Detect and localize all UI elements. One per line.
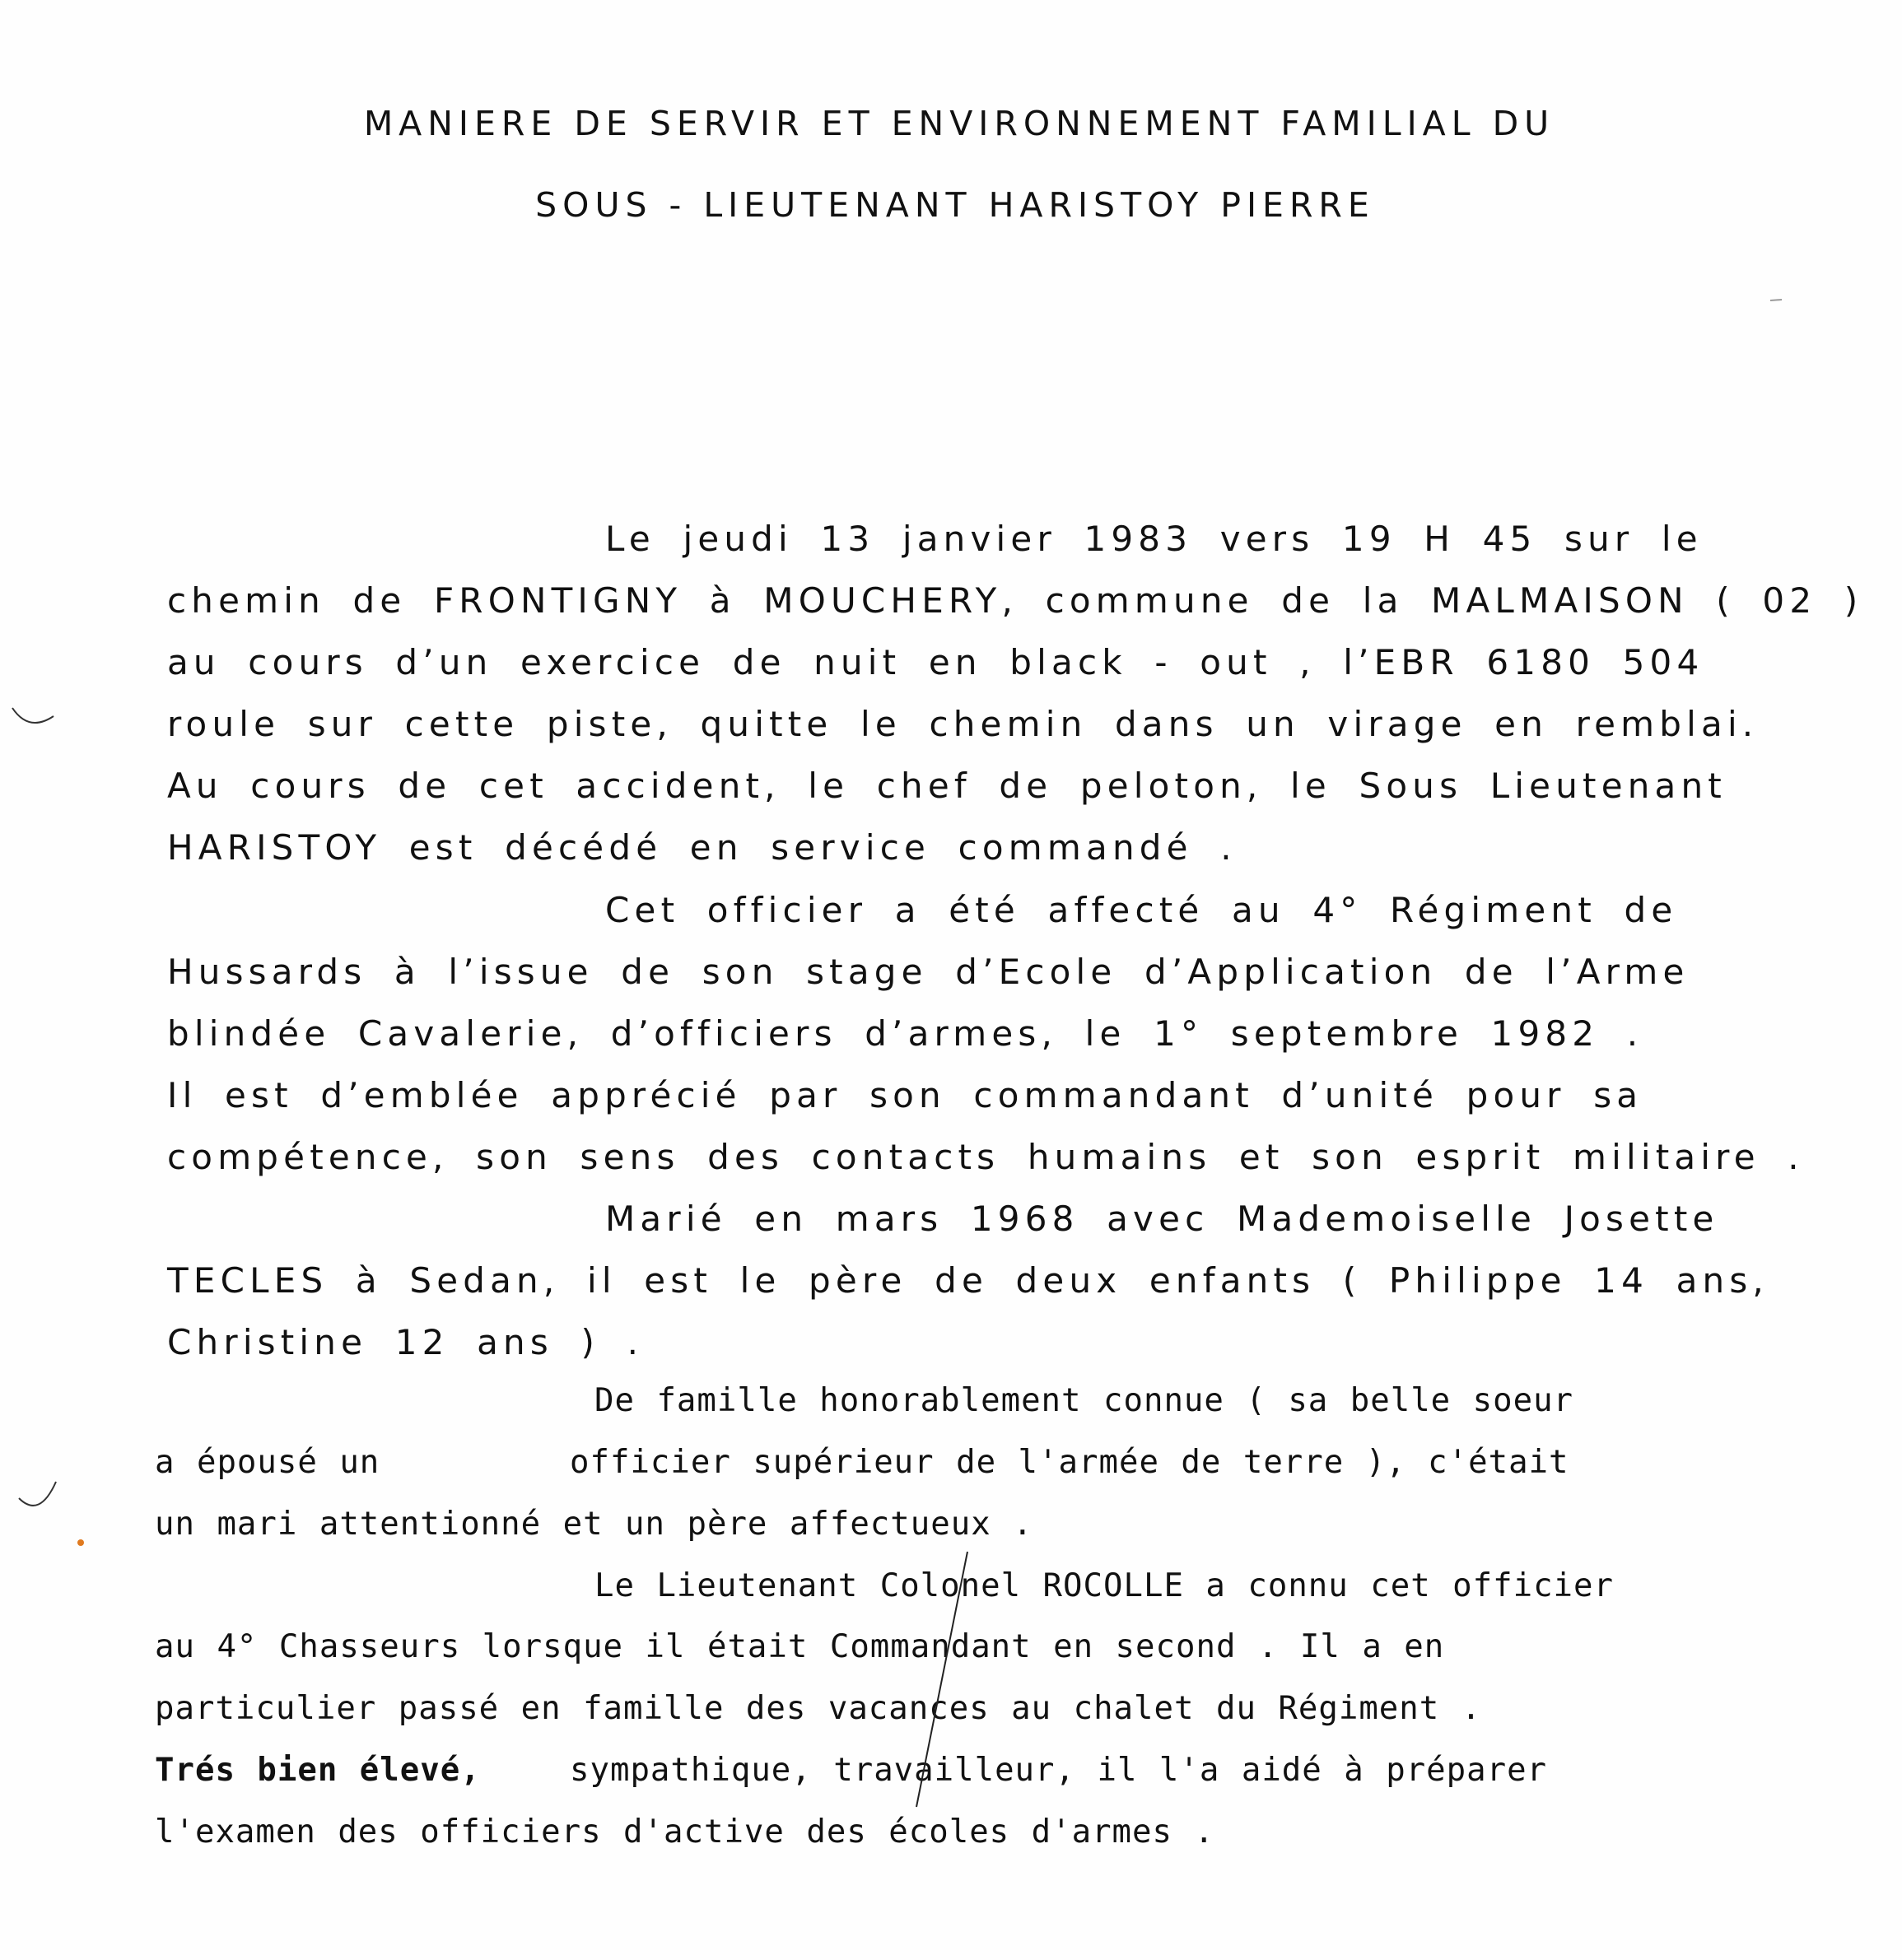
body-line-20: particulier passé en famille des vacances au chalet du Régiment .	[155, 1690, 1482, 1727]
body-line-19: au 4° Chasseurs lorsque il était Commandant en second . Il a en	[155, 1628, 1445, 1665]
body-line-11: compétence, son sens des contacts humains et son esprit militaire .	[167, 1137, 1804, 1177]
body-line-4: roule sur cette piste, quitte le chemin dans un virage en remblai.	[167, 704, 1759, 744]
body-line-3: au cours d’un exercice de nuit en black - out , l’EBR 6180 504	[167, 642, 1704, 682]
body-line-14: Christine 12 ans ) .	[167, 1322, 644, 1362]
body-line-7: Cet officier a été affecté au 4° Régiment de	[605, 890, 1678, 930]
body-line-9: blindée Cavalerie, d’officiers d’armes, le 1° septembre 1982 .	[167, 1013, 1643, 1054]
dash-mark-icon	[1769, 296, 1785, 305]
punch-hole-mark-icon	[8, 700, 58, 741]
body-line-21: Trés bien élevé,	[155, 1752, 481, 1789]
body-line-22: l'examen des officiers d'active des écoles d'armes .	[155, 1813, 1214, 1851]
body-line-8: Hussards à l’issue de son stage d’Ecole d’Application de l’Arme	[167, 952, 1690, 992]
body-line-16b: officier supérieur de l'armée de terre ), c'était	[570, 1444, 1569, 1481]
pen-stroke-icon	[910, 1548, 976, 1811]
body-line-1: Le jeudi 13 janvier 1983 vers 19 H 45 sur le	[605, 519, 1703, 559]
body-line-16: a épousé un	[155, 1444, 380, 1481]
document-title-line-2: SOUS - LIEUTENANT HARISTOY PIERRE	[535, 185, 1375, 225]
orange-dot-icon	[72, 1534, 89, 1551]
body-line-5: Au cours de cet accident, le chef de peloton, le Sous Lieutenant	[167, 766, 1727, 806]
punch-hole-mark-icon	[15, 1473, 64, 1523]
body-line-12: Marié en mars 1968 avec Mademoiselle Josette	[605, 1199, 1719, 1239]
body-line-2: chemin de FRONTIGNY à MOUCHERY, commune de la MALMAISON ( 02 )	[167, 580, 1863, 621]
body-line-6: HARISTOY est décédé en service commandé .	[167, 827, 1237, 868]
body-line-10: Il est d’emblée apprécié par son commandant d’unité pour sa	[167, 1075, 1643, 1115]
body-line-15: De famille honorablement connue ( sa belle soeur	[594, 1382, 1574, 1419]
document-title-line-1: MANIERE DE SERVIR ET ENVIRONNEMENT FAMILIAL DU	[363, 104, 1555, 143]
body-line-21b: sympathique, travailleur, il l'a aidé à préparer	[570, 1752, 1548, 1789]
body-line-17: un mari attentionné et un père affectueux .	[155, 1506, 1033, 1543]
body-line-13: TECLES à Sedan, il est le père de deux enfants ( Philippe 14 ans,	[167, 1260, 1769, 1301]
body-line-18: Le Lieutenant Colonel ROCOLLE a connu cet officier	[594, 1567, 1614, 1604]
